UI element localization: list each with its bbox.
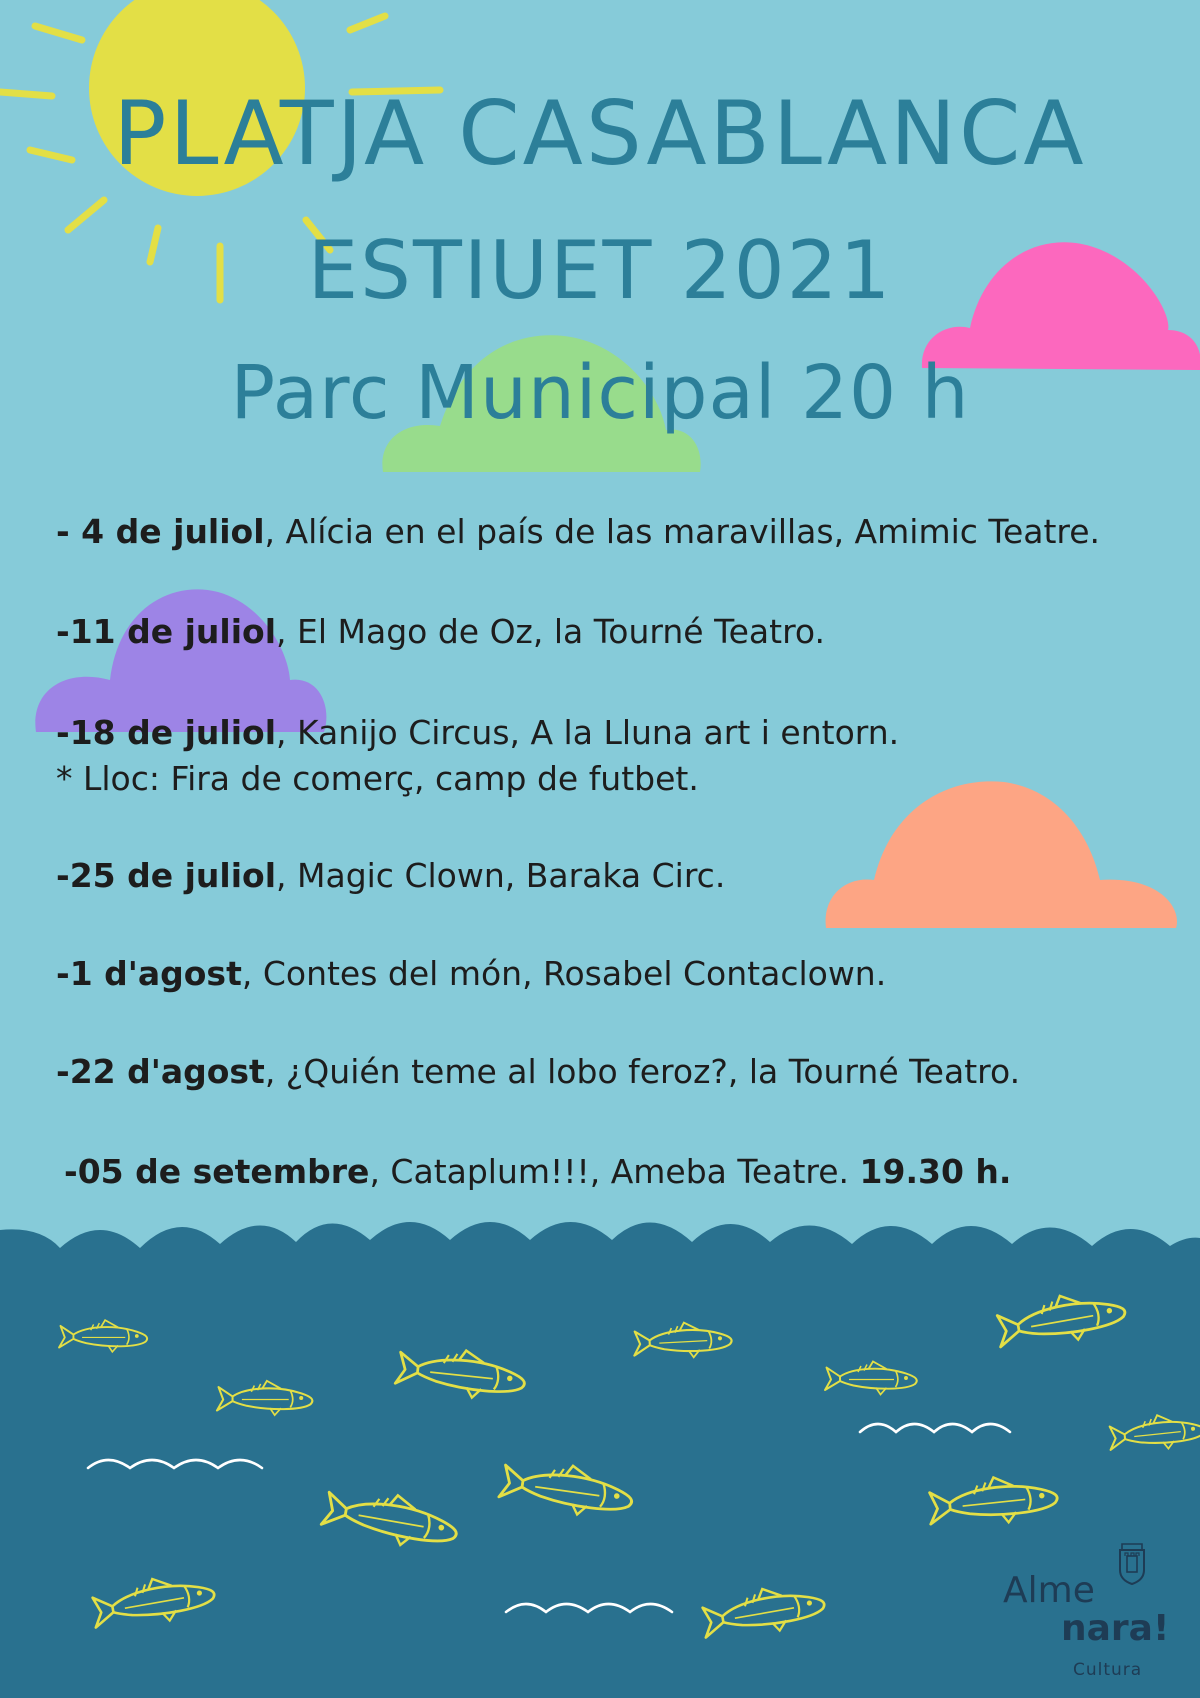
event-text: , El Mago de Oz, la Tourné Teatro.	[276, 612, 826, 651]
event-item	[56, 710, 899, 802]
event-text: , Kanijo Circus, A la Lluna art i entorn.	[276, 713, 900, 752]
event-date: - 4 de juliol	[56, 512, 265, 551]
event-item	[56, 512, 1100, 551]
event-date: -05 de setembre	[64, 1152, 370, 1191]
event-item	[56, 954, 886, 993]
crest-icon	[1116, 1542, 1148, 1586]
event-item	[56, 612, 825, 651]
logo-subtitle: Cultura	[1073, 1660, 1143, 1680]
title-line-2: ESTIUET 2021	[307, 224, 893, 317]
event-date: -25 de juliol	[56, 856, 277, 895]
event-date: -22 d'agost	[56, 1052, 265, 1091]
logo-word-2: nara!	[1061, 1608, 1170, 1649]
event-date: -18 de juliol	[56, 713, 277, 752]
event-text: , ¿Quién teme al lobo feroz?, la Tourné Teatro.	[264, 1052, 1021, 1091]
event-item	[56, 1052, 1020, 1091]
title-line-3: Parc Municipal 20 h	[230, 350, 970, 436]
logo-word-1: Alme	[1003, 1570, 1095, 1611]
event-note: * Lloc: Fira de comerç, camp de futbet.	[56, 759, 699, 798]
event-text: , Contes del món, Rosabel Contaclown.	[241, 954, 887, 993]
title-line-1: PLATJA CASABLANCA	[113, 82, 1087, 185]
event-date: -11 de juliol	[56, 612, 277, 651]
event-item	[64, 1152, 1011, 1191]
event-text: , Alícia en el país de las maravillas, Amimic Teatre.	[264, 512, 1101, 551]
event-text: , Cataplum!!!, Ameba Teatre.	[369, 1152, 860, 1191]
event-text: , Magic Clown, Baraka Circ.	[276, 856, 726, 895]
cloud-icon	[35, 242, 1200, 928]
event-date: -1 d'agost	[56, 954, 242, 993]
event-item	[56, 856, 725, 895]
event-time: 19.30 h.	[859, 1152, 1012, 1191]
almenara-logo	[1003, 1542, 1183, 1692]
